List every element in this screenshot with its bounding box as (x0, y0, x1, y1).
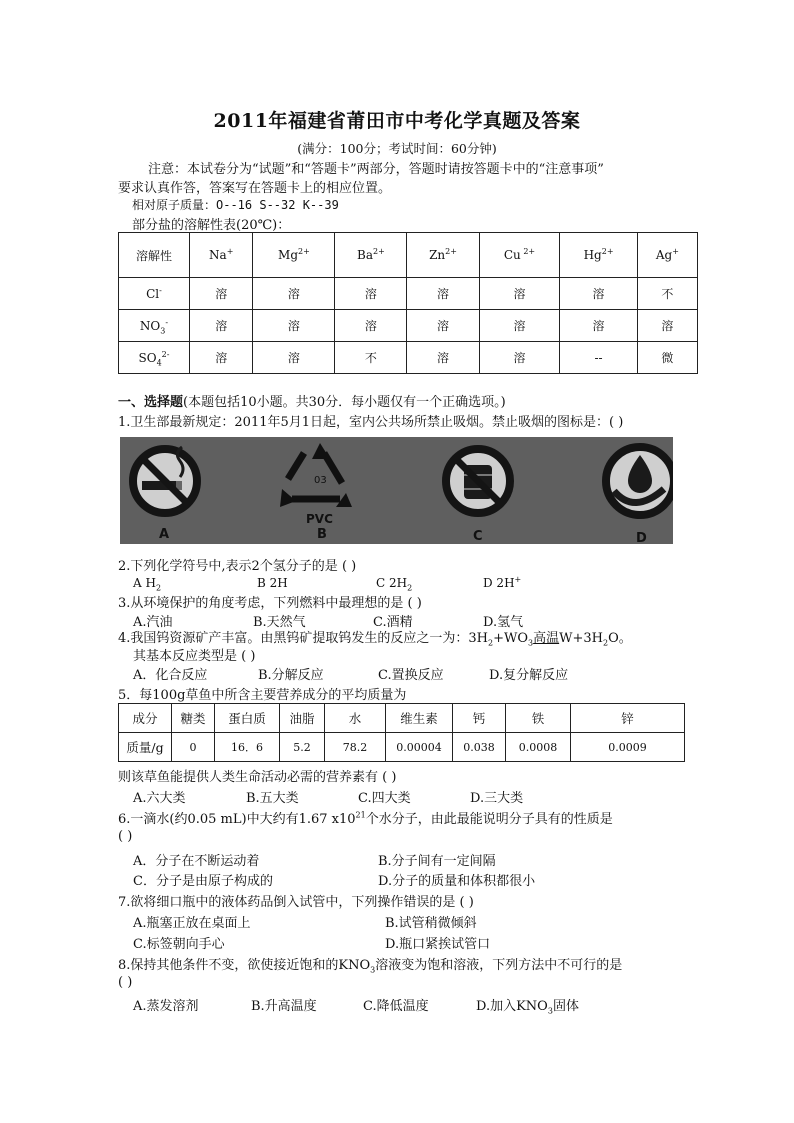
q4-option-d: D.复分解反应 (489, 668, 569, 683)
table-cell: 78.2 (325, 733, 386, 762)
table-cell: 溶 (190, 342, 253, 374)
table-cell: 溶 (253, 342, 335, 374)
table-cell: -- (560, 342, 637, 374)
question-4-line-2: 其基本反应类型是 ( ) (133, 649, 256, 664)
table-cell: 蛋白质 (215, 704, 280, 733)
table-cell: 溶 (190, 278, 253, 310)
table-cell: 溶 (479, 342, 560, 374)
table-row (119, 310, 698, 342)
no-fuel-icon (446, 449, 510, 513)
question-5-line-2: 则该草鱼能提供人类生命活动必需的营养素有 ( ) (118, 770, 397, 785)
q3-option-d: D.氢气 (483, 615, 524, 630)
table-cell: 维生素 (386, 704, 453, 733)
q5-option-c: C.四大类 (358, 791, 411, 806)
cation-header: Cu $^{2+}$ (479, 233, 560, 278)
icon-label-d: D (636, 531, 647, 544)
q5-option-d: D.三大类 (470, 791, 524, 806)
q8-option-d: D.加入$KNO_3$固体 (476, 999, 579, 1016)
table-cell: 溶 (560, 278, 637, 310)
question-1: 1.卫生部最新规定：2011年5月1日起，室内公共场所禁止吸烟。禁止吸烟的图标是：( ) (118, 415, 624, 430)
notice-line-1: 注意：本试卷分为“试题”和“答题卡”两部分，答题时请按答题卡中的“注意事项” (148, 162, 604, 177)
q3-option-c: C.酒精 (373, 615, 413, 630)
q5-option-b: B.五大类 (246, 791, 299, 806)
q3-option-a: A.汽油 (133, 615, 173, 630)
question-7: 7.欲将细口瓶中的液体药品倒入试管中，下列操作错误的是 ( ) (118, 895, 474, 910)
table-cell: 不 (637, 278, 697, 310)
question-6-paren: ( ) (118, 829, 133, 844)
question-2: 2.下列化学符号中,表示2个氢分子的是 ( ) (118, 559, 357, 574)
q7-option-a: A.瓶塞正放在桌面上 (133, 916, 251, 931)
notice-line-2: 要求认真作答，答案写在答题卡上的相应位置。 (118, 181, 392, 196)
table-cell: 微 (637, 342, 697, 374)
table-row (119, 733, 685, 762)
q6-option-d: D.分子的质量和体积都很小 (378, 874, 536, 889)
table-cell: 钙 (453, 704, 506, 733)
q2-option-c: C $2H_2$ (376, 576, 413, 593)
table-cell: 铁 (506, 704, 571, 733)
nutrition-table (118, 703, 685, 762)
q8-option-b: B.升高温度 (251, 999, 317, 1014)
q4-option-b: B.分解反应 (258, 668, 324, 683)
question-8-paren: ( ) (118, 975, 133, 990)
q2-option-d: D 2H+ (483, 575, 522, 590)
solubility-table (118, 232, 698, 374)
table-cell: 溶 (253, 310, 335, 342)
q6-option-b: B.分子间有一定间隔 (378, 854, 496, 869)
icon-label-a: A (159, 527, 170, 542)
q7-option-c: C.标签朝向手心 (133, 937, 225, 952)
question-5: 5．每100g草鱼中所含主要营养成分的平均质量为 (118, 688, 407, 703)
table-cell: 溶 (407, 342, 479, 374)
question-6: 6.一滴水(约0.05 mL)中大约有1.67 $x10^{21}$个水分子，由此最能说明分子具有的性质是 (118, 810, 613, 827)
table-cell: 溶 (407, 278, 479, 310)
cation-header: $Mg^{2+}$ (253, 233, 335, 278)
table-corner: 溶解性 (119, 233, 190, 278)
table-row (119, 278, 698, 310)
q1-icon-photo (120, 437, 673, 544)
table-cell: 溶 (335, 278, 407, 310)
cation-header: $Zn^{2+}$ (407, 233, 479, 278)
table-cell: 0 (172, 733, 215, 762)
table-cell: 16．6 (215, 733, 280, 762)
q6-option-a: A．分子在不断运动着 (133, 854, 260, 869)
table-cell: 0.0008 (506, 733, 571, 762)
recycle-code: 03 (314, 475, 327, 486)
icon-label-c: C (473, 529, 483, 544)
cation-header: Na+ (190, 233, 253, 278)
table-cell: 锌 (571, 704, 685, 733)
q7-option-d: D.瓶口紧挨试管口 (385, 937, 491, 952)
q4-option-c: C.置换反应 (378, 668, 444, 683)
table-cell: 油脂 (280, 704, 325, 733)
solubility-caption: 部分盐的溶解性表(20℃)： (132, 218, 291, 233)
question-4: 4.我国钨资源矿产丰富。由黑钨矿提取钨发生的反应之一为：$3H_2+WO_3$高温$W+3H_2O$。 (118, 631, 632, 648)
table-cell: 溶 (479, 310, 560, 342)
table-cell: 糖类 (172, 704, 215, 733)
q2-option-a: A $H_2$ (133, 576, 162, 593)
q6-option-c: C．分子是由原子构成的 (133, 874, 273, 889)
cation-header: $Ba^{2+}$ (335, 233, 407, 278)
table-cell: 5.2 (280, 733, 325, 762)
q3-option-b: B.天然气 (253, 615, 306, 630)
table-cell: 溶 (637, 310, 697, 342)
exam-subtitle: (满分：100分；考试时间：60分钟) (297, 141, 497, 156)
anion-label: $NO_3^-$ (119, 310, 190, 342)
table-cell: 0.0009 (571, 733, 685, 762)
table-cell: 溶 (479, 278, 560, 310)
recycle-pvc-text: PVC (306, 512, 333, 526)
table-cell: 水 (325, 704, 386, 733)
table-cell: 质量/g (119, 733, 172, 762)
q5-option-a: A.六大类 (133, 791, 186, 806)
q8-option-a: A.蒸发溶剂 (133, 999, 199, 1014)
anion-label: Cl- (119, 278, 190, 310)
atomic-mass: 相对原子质量：O--16 S--32 K--39 (132, 198, 339, 212)
table-cell: 溶 (335, 310, 407, 342)
cation-header: $Hg^{2+}$ (560, 233, 637, 278)
table-cell: 成分 (119, 704, 172, 733)
table-row (119, 704, 685, 733)
q8-option-c: C.降低温度 (363, 999, 429, 1014)
table-cell: 溶 (190, 310, 253, 342)
table-cell: 溶 (407, 310, 479, 342)
table-cell: 不 (335, 342, 407, 374)
table-cell: 0.038 (453, 733, 506, 762)
question-3: 3.从环境保护的角度考虑，下列燃料中最理想的是 ( ) (118, 596, 422, 611)
section-1-heading: 一、选择题(本题包括10小题。共30分．每小题仅有一个正确选项。) (118, 395, 506, 410)
icon-label-b: B (317, 527, 327, 542)
table-cell: 0.00004 (386, 733, 453, 762)
water-saving-icon (606, 447, 673, 515)
table-row (119, 342, 698, 374)
table-cell: 溶 (560, 310, 637, 342)
q2-option-b: B 2H (257, 576, 288, 590)
table-cell: 溶 (253, 278, 335, 310)
cation-header: Ag+ (637, 233, 697, 278)
q7-option-b: B.试管稍微倾斜 (385, 916, 477, 931)
anion-label: $SO_4^{2-}$ (119, 342, 190, 374)
no-smoking-icon (133, 447, 197, 513)
q4-option-a: A．化合反应 (133, 668, 208, 683)
question-8: 8.保持其他条件不变，欲使接近饱和的$KNO_3$溶液变为饱和溶液，下列方法中不可行的是 (118, 958, 623, 975)
page-title: 2011年福建省莆田市中考化学真题及答案 (213, 110, 581, 132)
